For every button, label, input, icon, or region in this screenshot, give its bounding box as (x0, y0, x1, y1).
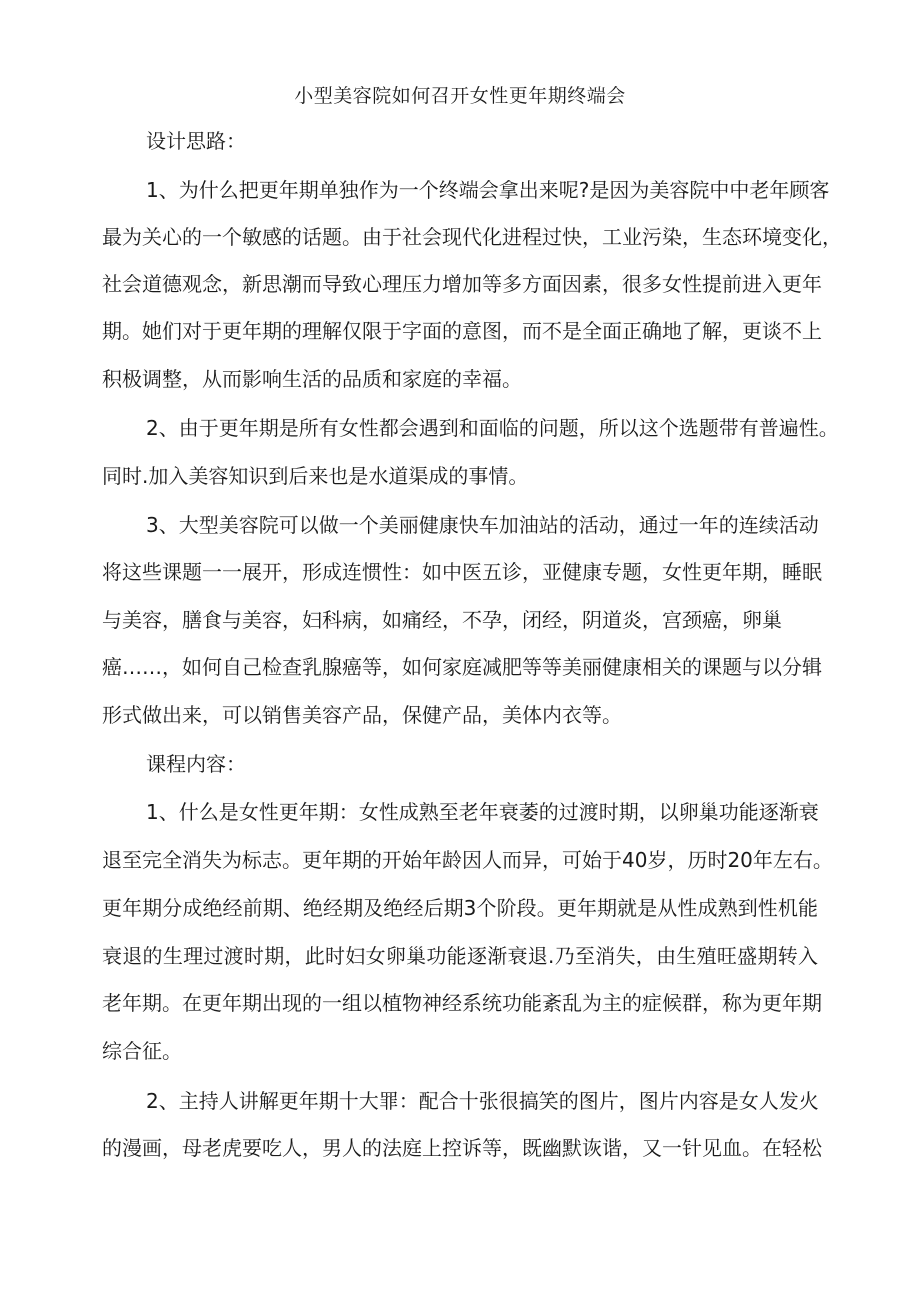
paragraph-line: 期。她们对于更年期的理解仅限于字面的意图，而不是全面正确地了解，更谈不上 (102, 319, 822, 343)
paragraph-line: 1、为什么把更年期单独作为一个终端会拿出来呢?是因为美容院中中老年顾客 (146, 178, 830, 202)
paragraph-line: 更年期分成绝经前期、绝经期及绝经后期3个阶段。更年期就是从性成熟到性机能 (102, 896, 818, 920)
section-heading-content: 课程内容： (146, 752, 246, 776)
paragraph-line: 退至完全消失为标志。更年期的开始年龄因人而异，可始于40岁，历时20年左右。 (102, 848, 833, 872)
paragraph-line: 3、大型美容院可以做一个美丽健康快车加油站的活动，通过一年的连续活动 (146, 513, 819, 537)
paragraph-line: 2、主持人讲解更年期十大罪：配合十张很搞笑的图片，图片内容是女人发火 (146, 1089, 819, 1113)
paragraph-line: 综合征。 (102, 1039, 182, 1063)
paragraph-line: 形式做出来，可以销售美容产品，保健产品，美体内衣等。 (102, 703, 622, 727)
document-title: 小型美容院如何召开女性更年期终端会 (294, 85, 626, 107)
paragraph-line: 最为关心的一个敏感的话题。由于社会现代化进程过快，工业污染，生态环境变化， (102, 225, 842, 249)
paragraph-line: 与美容，膳食与美容，妇科病，如痛经，不孕，闭经，阴道炎，宫颈癌，卵巢 (102, 608, 782, 632)
paragraph-line: 癌……，如何自己检查乳腺癌等，如何家庭减肥等等美丽健康相关的课题与以分辑 (102, 655, 822, 679)
paragraph-line: 同时.加入美容知识到后来也是水道渠成的事情。 (102, 464, 529, 488)
paragraph-line: 衰退的生理过渡时期，此时妇女卵巢功能逐渐衰退.乃至消失，由生殖旺盛期转入 (102, 944, 818, 968)
paragraph-line: 的漫画，母老虎要吃人，男人的法庭上控诉等，既幽默诙谐，又一针见血。在轻松 (102, 1136, 822, 1160)
paragraph-line: 2、由于更年期是所有女性都会遇到和面临的问题，所以这个选题带有普遍性。 (146, 416, 839, 440)
paragraph-line: 1、什么是女性更年期：女性成熟至老年衰萎的过渡时期，以卵巢功能逐渐衰 (146, 800, 819, 824)
paragraph-line: 积极调整，从而影响生活的品质和家庭的幸福。 (102, 367, 522, 391)
paragraph-line: 社会道德观念，新思潮而导致心理压力增加等多方面因素，很多女性提前进入更年 (102, 272, 822, 296)
paragraph-line: 老年期。在更年期出现的一组以植物神经系统功能紊乱为主的症候群，称为更年期 (102, 991, 822, 1015)
paragraph-line: 将这些课题一一展开，形成连惯性：如中医五诊，亚健康专题，女性更年期，睡眠 (102, 560, 822, 584)
section-heading-design: 设计思路： (146, 129, 246, 153)
